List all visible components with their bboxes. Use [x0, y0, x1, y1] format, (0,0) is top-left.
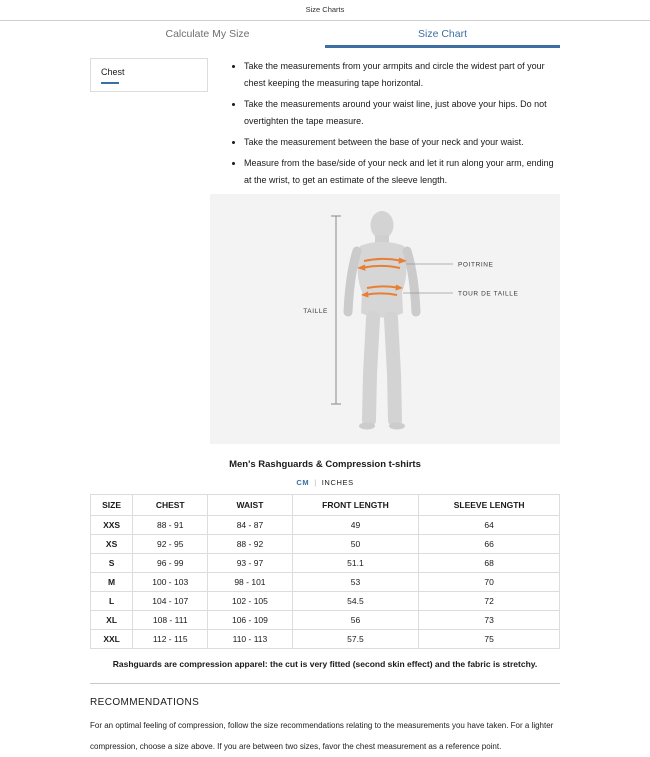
human-figure	[348, 211, 416, 430]
tab-size-chart[interactable]: Size Chart	[325, 21, 560, 48]
measurement-selector	[90, 58, 208, 92]
instruction-list	[234, 58, 560, 193]
compression-note: Rashguards are compression apparel: the cut is very fitted (second skin effect) and the fabric is stretchy.	[112, 659, 538, 669]
table-row	[91, 611, 560, 630]
instruction-item: • Take the measurement between the base of your neck and your waist.	[244, 134, 560, 151]
table-row	[91, 516, 560, 535]
table-cell: 75	[419, 630, 560, 649]
table-cell: 106 - 109	[208, 611, 292, 630]
instructions-section	[90, 58, 560, 193]
table-cell: 49	[292, 516, 419, 535]
size-table-title: Men's Rashguards & Compression t-shirts	[229, 459, 421, 470]
table-cell: M	[91, 573, 133, 592]
height-measure-line	[331, 216, 341, 404]
instruction-item: • Take the measurements around your waist line, just above your hips. Do not overtighten the tape measure.	[244, 96, 560, 130]
table-cell: 72	[419, 592, 560, 611]
table-cell: 68	[419, 554, 560, 573]
tab-bar	[90, 21, 560, 48]
main-content	[90, 48, 560, 757]
size-table-head	[91, 495, 560, 516]
measurement-item-label: Chest	[101, 67, 125, 77]
mannequin-illustration	[210, 194, 560, 444]
header-sleeve-length: SLEEVE LENGTH	[419, 495, 560, 516]
header-front-length: FRONT LENGTH	[292, 495, 419, 516]
table-cell: 102 - 105	[208, 592, 292, 611]
table-cell: 53	[292, 573, 419, 592]
table-cell: XXL	[91, 630, 133, 649]
table-cell: 93 - 97	[208, 554, 292, 573]
table-cell: 56	[292, 611, 419, 630]
unit-separator: |	[314, 478, 317, 487]
unit-cm[interactable]: CM	[296, 478, 310, 487]
tab-calculate-my-size[interactable]: Calculate My Size	[165, 28, 250, 40]
table-cell: 64	[419, 516, 560, 535]
section-divider	[90, 683, 560, 684]
waist-label: TOUR DE TAILLE	[458, 290, 519, 298]
measurement-item-chest[interactable]	[91, 59, 207, 91]
table-cell: 84 - 87	[208, 516, 292, 535]
table-cell: 57.5	[292, 630, 419, 649]
table-cell: 112 - 115	[133, 630, 208, 649]
table-cell: 98 - 101	[208, 573, 292, 592]
table-cell: L	[91, 592, 133, 611]
table-row	[91, 554, 560, 573]
table-row	[91, 573, 560, 592]
table-row	[91, 592, 560, 611]
header-size: SIZE	[91, 495, 133, 516]
instruction-item: • Take the measurements from your armpits and circle the widest part of your chest keeping the measuring tape horizontal.	[244, 58, 560, 92]
header-chest: CHEST	[133, 495, 208, 516]
table-cell: 50	[292, 535, 419, 554]
page-title: Size Charts	[305, 5, 345, 14]
table-cell: 108 - 111	[133, 611, 208, 630]
table-cell: 92 - 95	[133, 535, 208, 554]
table-row	[91, 630, 560, 649]
table-cell: 88 - 92	[208, 535, 292, 554]
table-cell: 54.5	[292, 592, 419, 611]
table-cell: 70	[419, 573, 560, 592]
recommendations-text: For an optimal feeling of compression, follow the size recommendations relating to the measurements you have taken. For a lighter compression, choose a size above. If you are between two sizes, favor the chest measurement as a reference point.	[90, 721, 554, 751]
instruction-item: • Measure from the base/side of your neck and let it run along your arm, ending at the wrist, to get an estimate of the sleeve length.	[244, 155, 560, 189]
table-cell: 96 - 99	[133, 554, 208, 573]
table-cell: 88 - 91	[133, 516, 208, 535]
unit-inches[interactable]: INCHES	[321, 478, 354, 487]
table-cell: XS	[91, 535, 133, 554]
table-row	[91, 535, 560, 554]
table-cell: XL	[91, 611, 133, 630]
table-header-row	[91, 495, 560, 516]
size-table	[90, 494, 560, 649]
active-item-underline	[101, 82, 119, 84]
height-label: TAILLE	[303, 308, 328, 315]
table-cell: 51.1	[292, 554, 419, 573]
header-waist: WAIST	[208, 495, 292, 516]
table-cell: 104 - 107	[133, 592, 208, 611]
recommendations-heading: RECOMMENDATIONS	[90, 697, 200, 708]
measurement-figure	[210, 194, 560, 444]
table-cell: 66	[419, 535, 560, 554]
table-cell: XXS	[91, 516, 133, 535]
unit-toggle	[90, 478, 560, 487]
table-cell: 110 - 113	[208, 630, 292, 649]
size-table-body	[91, 516, 560, 649]
chest-label: POITRINE	[458, 261, 494, 269]
page-header	[0, 0, 650, 21]
table-cell: 73	[419, 611, 560, 630]
table-cell: S	[91, 554, 133, 573]
table-cell: 100 - 103	[133, 573, 208, 592]
